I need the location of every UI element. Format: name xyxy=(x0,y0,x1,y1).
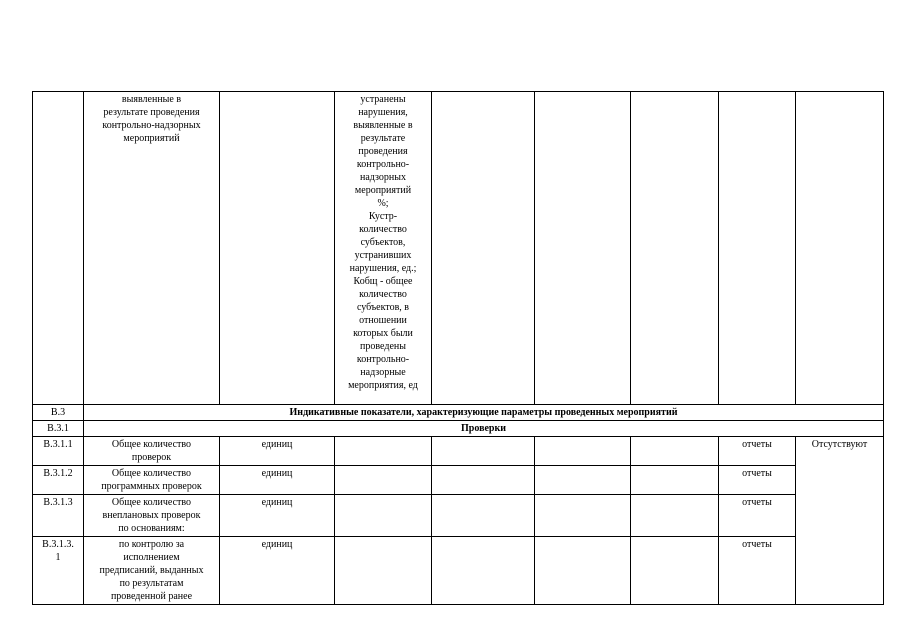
row-empty xyxy=(631,495,719,537)
table-row xyxy=(33,466,884,495)
row-unit: единиц xyxy=(220,437,335,466)
section-title-b31: Проверки xyxy=(84,421,884,437)
section-title-b3: Индикативные показатели, характеризующие параметры проведенных мероприятий xyxy=(84,405,884,421)
row-code: В.3.1.3 xyxy=(33,495,84,537)
section-code-b31: В.3.1 xyxy=(33,421,84,437)
row-name: по контролю за исполнением предписаний, выданных по результатам проведенной ранее xyxy=(84,537,220,605)
table-row xyxy=(33,437,884,466)
row-empty xyxy=(432,437,535,466)
continued-cell-6 xyxy=(535,92,631,405)
row-empty xyxy=(432,495,535,537)
continued-name-cell: выявленные в результате проведения контрольно-надзорных мероприятий xyxy=(84,92,220,405)
row-empty xyxy=(631,437,719,466)
table-row xyxy=(33,495,884,537)
row-code: В.3.1.2 xyxy=(33,466,84,495)
section-row-b31 xyxy=(33,421,884,437)
row-source: отчеты xyxy=(719,437,796,466)
section-code-b3: В.3 xyxy=(33,405,84,421)
continued-formula-cell: устранены нарушения, выявленные в результате проведения контрольно- надзорных мероприятий %; Кустр- количество субъектов, устранивших нарушения, ед.; Кобщ - общее количество субъектов, в отношении которых были проведены контрольно- надзорные мероприятия, ед xyxy=(335,92,432,405)
row-name: Общее количество проверок xyxy=(84,437,220,466)
row-empty xyxy=(432,537,535,605)
row-source: отчеты xyxy=(719,537,796,605)
section-row-b3 xyxy=(33,405,884,421)
row-empty xyxy=(432,466,535,495)
row-empty xyxy=(335,495,432,537)
row-empty xyxy=(535,437,631,466)
row-empty xyxy=(631,466,719,495)
continued-code-cell xyxy=(33,92,84,405)
row-name: Общее количество внеплановых проверок по основаниям: xyxy=(84,495,220,537)
row-code: В.3.1.1 xyxy=(33,437,84,466)
continued-cell-7 xyxy=(631,92,719,405)
row-code: В.3.1.3. 1 xyxy=(33,537,84,605)
row-note: Отсутствуют xyxy=(796,437,884,605)
row-empty xyxy=(535,466,631,495)
row-empty xyxy=(335,537,432,605)
row-empty xyxy=(335,437,432,466)
row-empty xyxy=(535,495,631,537)
continued-unit-cell xyxy=(220,92,335,405)
row-unit: единиц xyxy=(220,495,335,537)
row-name: Общее количество программных проверок xyxy=(84,466,220,495)
row-empty xyxy=(335,466,432,495)
continued-row xyxy=(33,92,884,405)
indicators-table xyxy=(32,91,884,605)
row-source: отчеты xyxy=(719,495,796,537)
row-empty xyxy=(631,537,719,605)
row-unit: единиц xyxy=(220,466,335,495)
continued-cell-9 xyxy=(796,92,884,405)
continued-cell-5 xyxy=(432,92,535,405)
row-unit: единиц xyxy=(220,537,335,605)
continued-cell-8 xyxy=(719,92,796,405)
table-row xyxy=(33,537,884,605)
row-empty xyxy=(535,537,631,605)
row-source: отчеты xyxy=(719,466,796,495)
